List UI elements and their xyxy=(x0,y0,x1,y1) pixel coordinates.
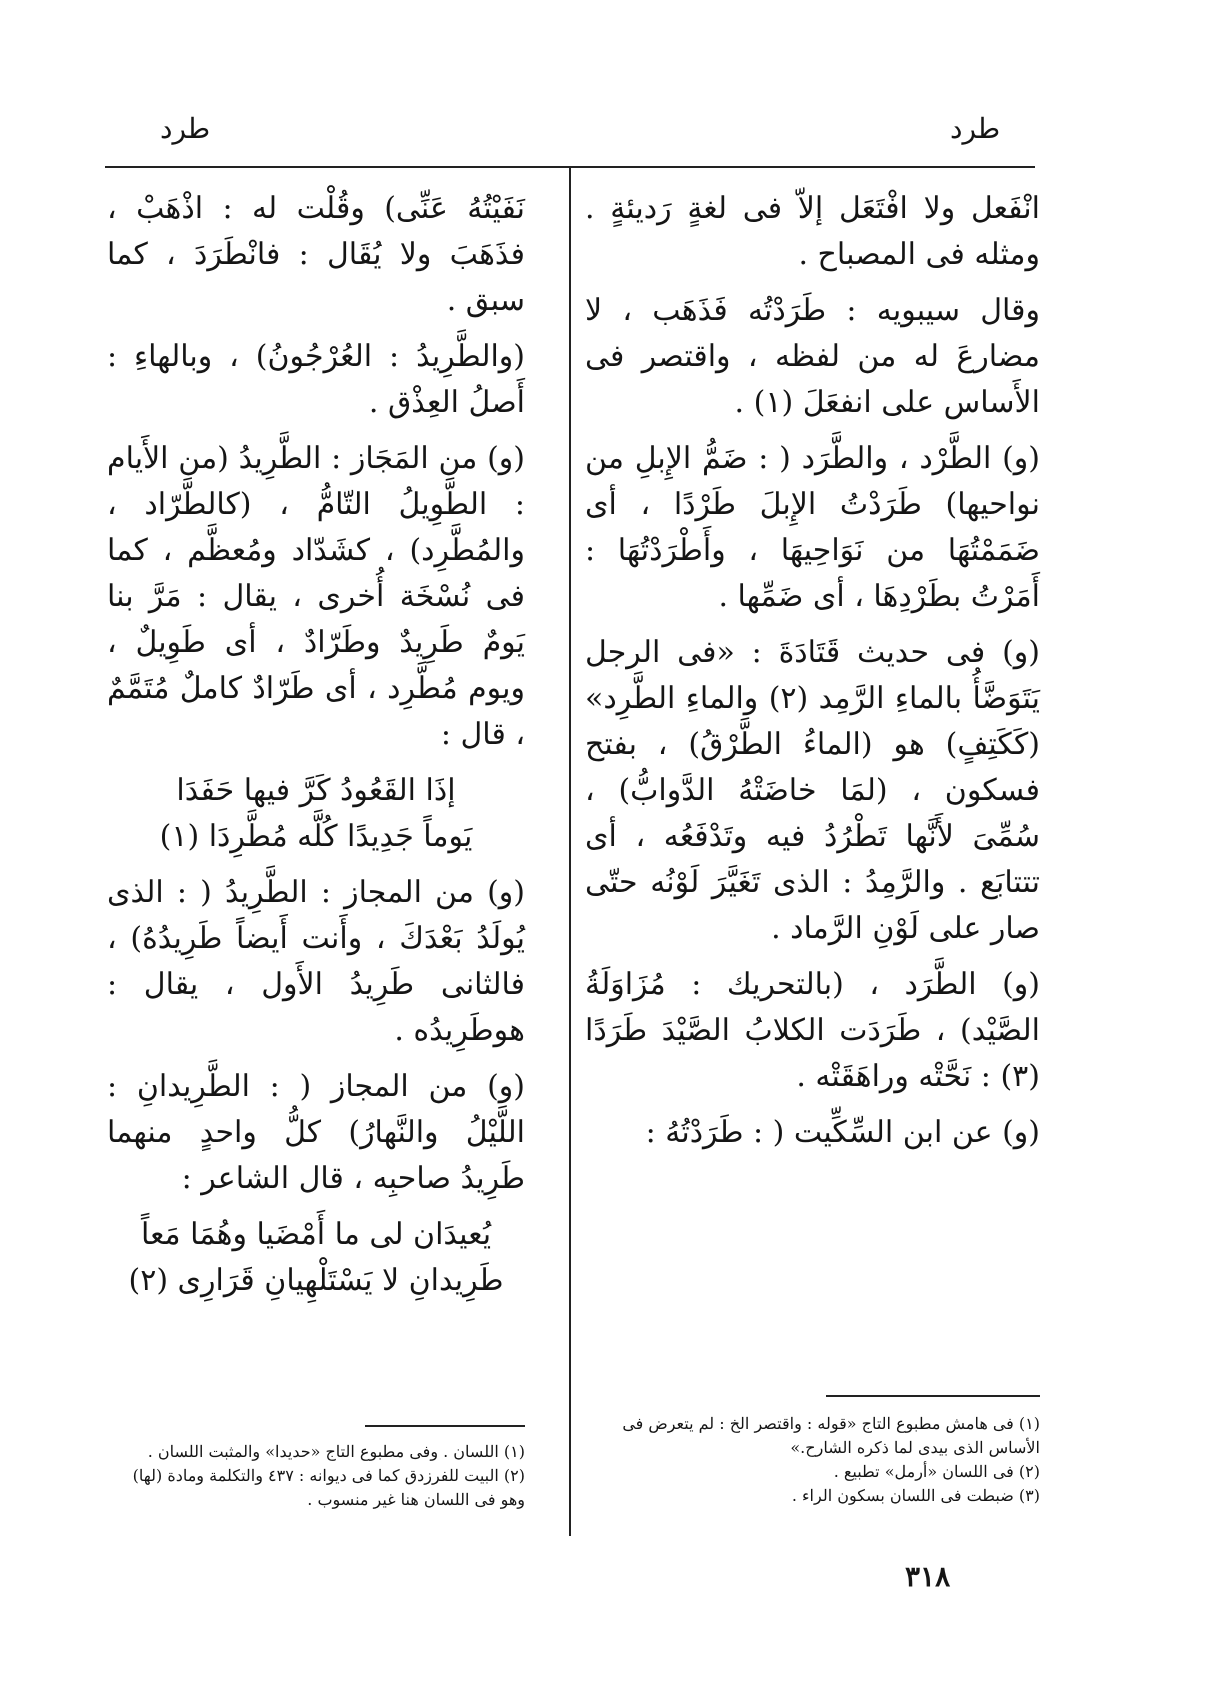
verse-block xyxy=(107,1212,525,1304)
footnote: (٣) ضبطت فى اللسان بسكون الراء . xyxy=(791,1486,1040,1505)
paragraph: (والطَّرِيدُ : العُرْجُونُ) ، وبالهاءِ : أَصلُ العِذْق . xyxy=(107,339,525,420)
paragraph: انْفَعل ولا افْتَعَل إلاّ فى لغةٍ رَديئةٍ . ومثله فى المصباح . xyxy=(585,191,1040,272)
paragraph: نَفَيْتُهُ عَنِّى) وقُلْت له : اذْهَبْ ، فذَهَبَ ولا يُقَال : فانْطَرَدَ ، كما سبق . xyxy=(107,191,525,318)
paragraph: (و) الطَّرَد ، (بالتحريك : مُزَاوَلَةُ الصَّيْد) ، طَرَدَت الكلابُ الصَّيْدَ طَرَدًا (٣) : نَحَّتْه وراهَقَتْه . xyxy=(585,967,1040,1094)
footnote-rule-left xyxy=(365,1425,525,1427)
footnote: (١) فى هامش مطبوع التاج «قوله : واقتصر الخ : لم يتعرض فى الأساس الذى بيدى لما ذكره الشارح.» xyxy=(622,1414,1040,1457)
left-column xyxy=(107,186,525,1314)
footnotes-right xyxy=(600,1412,1040,1508)
running-header-right: طرد xyxy=(950,112,1001,145)
footnote: (١) اللسان . وفى مطبوع التاج «حديدا» والمثبت اللسان . xyxy=(147,1442,525,1461)
footnotes-left xyxy=(110,1440,525,1512)
right-column xyxy=(585,186,1040,1156)
footnote: (٢) البيت للفرزدق كما فى ديوانه : ٤٣٧ والتكلمة ومادة (لها) وهو فى اللسان هنا غير منسوب . xyxy=(132,1466,525,1509)
running-header-left: طرد xyxy=(160,112,211,145)
column-divider xyxy=(569,168,571,1536)
verse-line: طَرِيدانِ لا يَسْتَلْهِيانِ قَرَارِى (٢) xyxy=(128,1263,504,1298)
paragraph: (و) من المجاز ( : الطَّرِيدانِ : اللَّيْلُ والنَّهارُ) كلُّ واحدٍ منهما طَرِيدُ صاحبِه ، قال الشاعر : xyxy=(107,1069,525,1196)
verse-block xyxy=(107,768,525,860)
paragraph: وقال سيبويه : طَرَدْتُه فَذَهَب ، لا مضارعَ له من لفظه ، واقتصر فى الأَساس على انفعَلَ (١) . xyxy=(585,293,1040,420)
page-number: ٣١٨ xyxy=(905,1560,951,1593)
verse-line: يُعيدَان لى ما أَمْضَيا وهُمَا مَعاً xyxy=(140,1217,492,1252)
footnote: (٢) فى اللسان «أرمل» تطبيع . xyxy=(833,1462,1040,1481)
verse-line: يَوماً جَدِيدًا كُلَّه مُطَّرِدَا (١) xyxy=(159,819,473,854)
paragraph: (و) عن ابن السِّكِّيت ( : طَرَدْتُهُ : xyxy=(645,1115,1040,1150)
paragraph: (و) من المجاز : الطَّرِيدُ ( : الذى يُولَدُ بَعْدَكَ ، وأَنت أَيضاً طَرِيدُهُ) ، فالثانى طَرِيدُ الأَول ، يقال : هوطَرِيدُه . xyxy=(107,875,525,1048)
paragraph: (و) من المَجَاز : الطَّرِيدُ (من الأَيام : الطَّوِيلُ التّامُّ ، (كالطَّرّاد ، والمُطَّرِد) ، كشَدّاد ومُعظَّم ، كما فى نُسْخَة أُخرى ، يقال : مَرَّ بنا يَومٌ طَرِيدٌ وطَرّادٌ ، أى طَوِيلٌ ، ويوم مُطَّرِد ، أى طَرّادٌ كاملٌ مُتَمَّمٌ ، قال : xyxy=(107,441,525,752)
footnote-rule-right xyxy=(826,1395,1040,1397)
verse-line: إذَا القَعُودُ كَرَّ فيها حَفَدَا xyxy=(176,773,456,808)
paragraph: (و) فى حديث قَتَادَةَ : «فى الرجل يَتَوَضَّأُ بالماءِ الرَّمِد (٢) والماءِ الطَّرِد» (كَكَتِفٍ) هو (الماءُ الطَّرْقُ) ، بفتح فسكون ، (لمَا خاضَتْهُ الدَّوابُّ) ، سُمِّىَ لأَنَّها تَطْرُدُ فيه وتَدْفَعُه ، أى تتتابَع . والرَّمِدُ : الذى تَغَيَّرَ لَوْنُه حتّى صار على لَوْنِ الرَّماد . xyxy=(585,635,1040,946)
paragraph: (و) الطَّرْد ، والطَّرَد ( : ضَمُّ الإِبلِ من نواحيها) طَرَدْتُ الإِبلَ طَرْدًا ، أى ضَمَمْتُهَا من نَوَاحِيهَا ، وأَطْرَدْتُهَا : أَمَرْتُ بطَرْدِهَا ، أى ضَمِّها . xyxy=(585,441,1040,614)
